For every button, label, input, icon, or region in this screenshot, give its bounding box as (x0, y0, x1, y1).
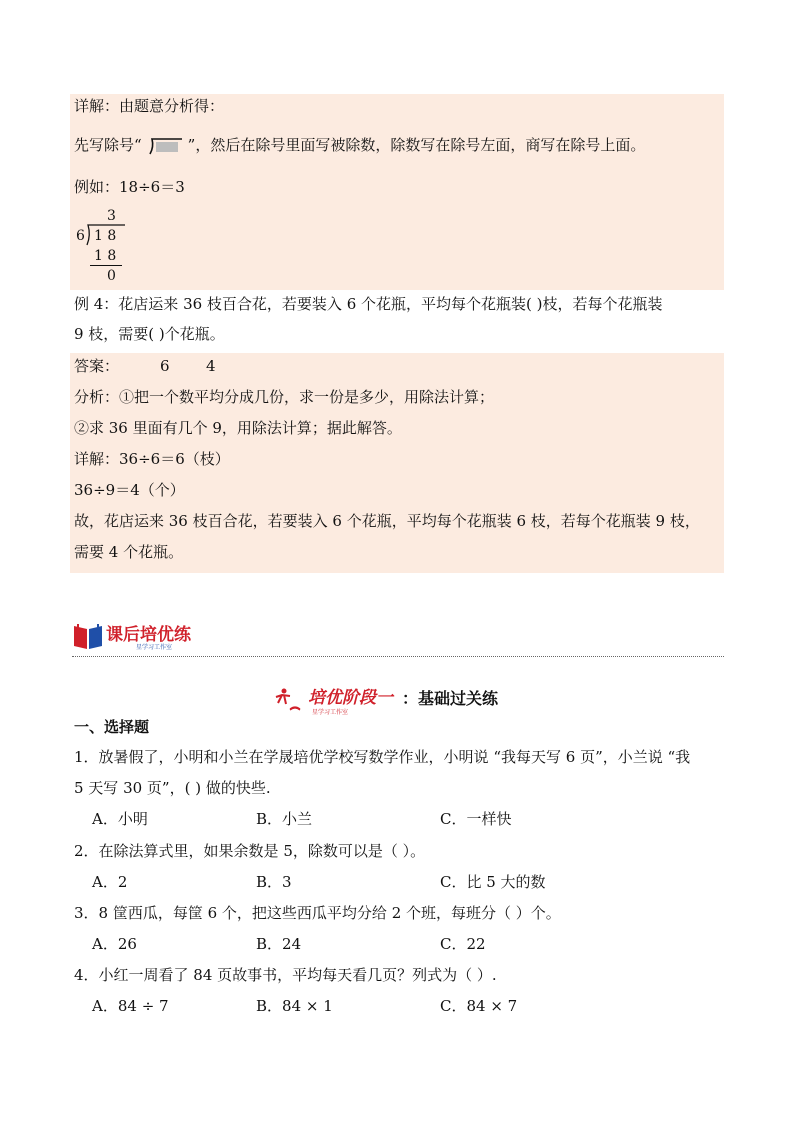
example4-conclusion2: 需要 4 个花瓶。 (74, 543, 184, 561)
q4-stem: 4．小红一周看了 84 页故事书，平均每天看几页？列式为（ ）. (74, 966, 497, 984)
example-line: 例如：18÷6＝3 (74, 178, 185, 196)
long-division-product: 1 8 (94, 248, 117, 264)
q1-option-b[interactable]: B．小兰 (256, 810, 313, 828)
q4-option-b[interactable]: B．84 × 1 (256, 997, 333, 1015)
q2-option-a[interactable]: A．2 (92, 873, 128, 891)
detail-title: 详解：由题意分析得： (74, 97, 225, 115)
instruction-line (74, 134, 645, 156)
q2-option-c[interactable]: C．比 5 大的数 (440, 873, 546, 891)
example4-detail1: 详解：36÷6＝6（枝） (74, 450, 230, 468)
q1-stem-line1: 1．放暑假了，小明和小兰在学晟培优学校写数学作业，小明说 “我每天写 6 页”，小兰说 “我 (74, 748, 691, 766)
section-header (72, 620, 212, 652)
q3-option-a[interactable]: A．26 (92, 935, 137, 953)
long-division-divisor: 6 (76, 228, 85, 244)
section-title: 课后培优练 (106, 625, 191, 645)
q2-stem: 2．在除法算式里，如果余数是 5，除数可以是（ ）。 (74, 842, 426, 860)
book-icon (72, 622, 104, 654)
q1-option-c[interactable]: C．一样快 (440, 810, 512, 828)
example4-analysis1: 分析：①把一个数平均分成几份，求一份是多少，用除法计算； (74, 388, 495, 406)
q3-stem: 3．8 筐西瓜，每筐 6 个，把这些西瓜平均分给 2 个班，每班分（ ）个。 (74, 904, 561, 922)
long-division-rule (90, 265, 122, 266)
example4-analysis2: ②求 36 里面有几个 9，用除法计算；据此解答。 (74, 419, 402, 437)
stage-title: 培优阶段一 (308, 688, 393, 708)
instruction-before: 先写除号“ (74, 136, 142, 154)
stage-header (272, 683, 552, 717)
q4-option-c[interactable]: C．84 × 7 (440, 997, 518, 1015)
long-division-dividend: 1 8 (94, 228, 117, 244)
q1-stem-line2: 5 天写 30 页”，( ) 做的快些. (74, 779, 271, 797)
q4-option-a[interactable]: A．84 ÷ 7 (92, 997, 169, 1015)
example4-conclusion1: 故，花店运来 36 枝百合花，若要装入 6 个花瓶，平均每个花瓶装 6 枝，若每个花瓶装 9 枝， (74, 512, 700, 530)
q3-option-b[interactable]: B．24 (256, 935, 302, 953)
part-title: 一、选择题 (74, 718, 150, 736)
long-division (76, 208, 136, 286)
section-subtitle: 星学习工作室 (136, 644, 173, 651)
example4-question-line1: 例 4：花店运来 36 枝百合花，若要装入 6 个花瓶，平均每个花瓶装( )枝，若每个花瓶装 (74, 295, 663, 313)
instruction-after: ”，然后在除号里面写被除数，除数写在除号左面，商写在除号上面。 (187, 136, 646, 154)
q2-option-b[interactable]: B．3 (256, 873, 292, 891)
long-division-quotient: 3 (107, 208, 116, 224)
q3-option-c[interactable]: C．22 (440, 935, 486, 953)
example4-answer2: 4 (206, 357, 216, 375)
section-divider (72, 656, 724, 657)
figure-icon (272, 687, 306, 717)
stage-suffix: ：基础过关练 (402, 689, 499, 708)
division-bracket-icon (146, 137, 184, 155)
example4-answer1: 6 (160, 357, 170, 375)
q1-option-a[interactable]: A．小明 (92, 810, 148, 828)
long-division-remainder: 0 (107, 268, 116, 284)
example4-answer-label: 答案： (74, 357, 120, 375)
stage-subtitle: 星学习工作室 (312, 709, 349, 716)
example4-detail2: 36÷9＝4（个） (74, 481, 185, 499)
example4-question-line2: 9 枝，需要( )个花瓶。 (74, 325, 225, 343)
